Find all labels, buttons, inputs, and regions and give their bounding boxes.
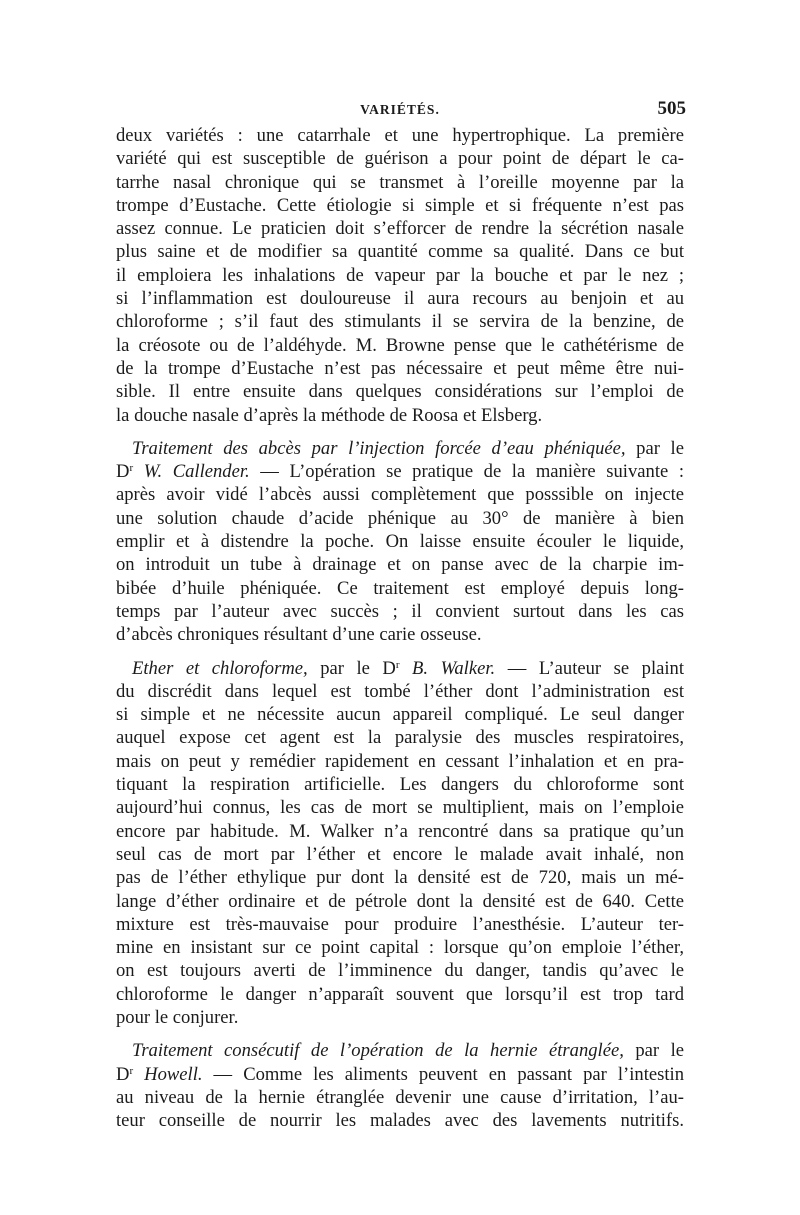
author-name: W. Callender. [133, 461, 250, 483]
text-line: il emploiera les inhalations de vapeur par la bouche et par le nez ; [116, 264, 684, 286]
text-line: lange d’éther ordinaire et de pétrole dont la densité est de 640. Cette [116, 890, 684, 912]
text-line: tarrhe nasal chronique qui se transmet à l’oreille moyenne par la [116, 171, 684, 193]
title-connector: par le [625, 437, 684, 459]
text-line: d’abcès chroniques résultant d’une carie osseuse. [116, 624, 482, 646]
text-line: auquel expose cet agent est la paralysie des muscles respiratoires, [116, 727, 684, 749]
text-line: assez connue. Le praticien doit s’efforcer de rendre la sécrétion nasale [116, 218, 684, 240]
text-line: bibée d’huile phéniquée. Ce traitement est employé depuis long- [116, 577, 684, 599]
text-line: teur conseille de nourrir les malades avec des lavements nutritifs. [116, 1110, 684, 1132]
text-line: la créosote ou de l’aldéhyde. M. Browne pense que le cathétérisme de [116, 334, 684, 356]
text-line: pour le conjurer. [116, 1006, 239, 1028]
text-line: on introduit un tube à drainage et on panse avec de la charpie im- [116, 554, 684, 576]
text-line: au niveau de la hernie étranglée devenir une cause d’irritation, l’au- [116, 1086, 684, 1108]
section-heading-line [116, 1039, 684, 1062]
text-line: chloroforme ; s’il faut des stimulants il se servira de la benzine, de [116, 311, 684, 333]
text-line: tiquant la respiration artificielle. Les dangers du chloroforme sont [116, 774, 684, 796]
text-line: si simple et ne nécessite aucun appareil compliqué. Le seul danger [116, 704, 684, 726]
text-line: mixture est très-mauvaise pour produire l’anesthésie. L’auteur ter- [116, 913, 684, 935]
text-line: variété qui est susceptible de guérison a pour point de départ le ca- [116, 148, 684, 170]
text-line: mais on peut y remédier rapidement en cessant l’inhalation et en pra- [116, 750, 684, 772]
paragraph-2 [116, 437, 684, 647]
text-line: de la trompe d’Eustache n’est pas nécessaire et peut même être nui- [116, 357, 684, 379]
text-line: trompe d’Eustache. Cette étiologie si simple et si fréquente n’est pas [116, 194, 684, 216]
author-prefix: D [116, 1063, 130, 1085]
author-name: Howell. [133, 1063, 203, 1085]
text-line: pas de l’éther ethylique pur dont la densité est de 720, mais un mé- [116, 867, 684, 889]
page-header [116, 98, 684, 124]
author-name: B. Walker. [399, 657, 496, 679]
text-line: la douche nasale d’après la méthode de Roosa et Elsberg. [116, 404, 543, 426]
author-prefix: D [382, 657, 396, 679]
section-title: Traitement des abcès par l’injection forcée d’eau phéniquée, [132, 437, 626, 459]
text-line: sible. Il entre ensuite dans quelques considérations sur l’emploi de [116, 381, 684, 403]
author-line [116, 1063, 684, 1086]
section-heading-line [116, 437, 684, 460]
text-line: du discrédit dans lequel est tombé l’éther dont l’administration est [116, 680, 684, 702]
author-sup: r [129, 462, 134, 475]
text-line: — L’auteur se plaint [495, 657, 684, 679]
text-line: seul cas de mort par l’éther et encore le malade avait inhalé, non [116, 843, 684, 865]
section-heading-line [116, 657, 684, 680]
text-line: chloroforme le danger n’apparaît souvent que lorsqu’il est trop tard [116, 983, 684, 1005]
text-line: — Comme les aliments peuvent en passant par l’intestin [202, 1063, 684, 1085]
text-line: deux variétés : une catarrhale et une hypertrophique. La première [116, 125, 684, 146]
title-connector: par le [307, 657, 383, 679]
text-line: plus saine et de modifier sa quantité comme sa qualité. Dans ce but [116, 241, 684, 263]
paragraph-4 [116, 1039, 684, 1132]
text-line: temps par l’auteur avec succès ; il convient surtout dans les cas [116, 600, 684, 622]
title-connector: par le [623, 1040, 684, 1062]
author-prefix: D [116, 461, 130, 483]
section-title: Traitement consécutif de l’opération de la hernie étranglée, [132, 1040, 624, 1062]
author-line [116, 460, 684, 483]
paragraph-3 [116, 657, 684, 1030]
text-line: aujourd’hui connus, les cas de mort se multiplient, mais on l’emploie [116, 797, 684, 819]
text-line: après avoir vidé l’abcès aussi complètement que posssible on injecte [116, 484, 684, 506]
author-sup: r [395, 658, 400, 671]
running-title: VARIÉTÉS. [360, 102, 440, 117]
section-title: Ether et chloroforme, [132, 657, 308, 679]
text-line: on est toujours averti de l’imminence du danger, tandis qu’avec le [116, 960, 684, 982]
author-sup: r [129, 1064, 134, 1077]
text-line: mine en insistant sur ce point capital : lorsque qu’on emploie l’éther, [116, 937, 684, 959]
book-page [116, 98, 684, 1132]
text-line: — L’opération se pratique de la manière suivante : [249, 461, 684, 483]
text-line: si l’inflammation est douloureuse il aura recours au benjoin et au [116, 288, 684, 310]
text-line: encore par habitude. M. Walker n’a rencontré dans sa pratique qu’un [116, 820, 684, 842]
paragraph-1 [116, 124, 684, 427]
text-line: une solution chaude d’acide phénique au 30° de manière à bien [116, 507, 684, 529]
page-number: 505 [657, 98, 686, 119]
text-line: emplir et à distendre la poche. On laisse ensuite écouler le liquide, [116, 531, 684, 553]
